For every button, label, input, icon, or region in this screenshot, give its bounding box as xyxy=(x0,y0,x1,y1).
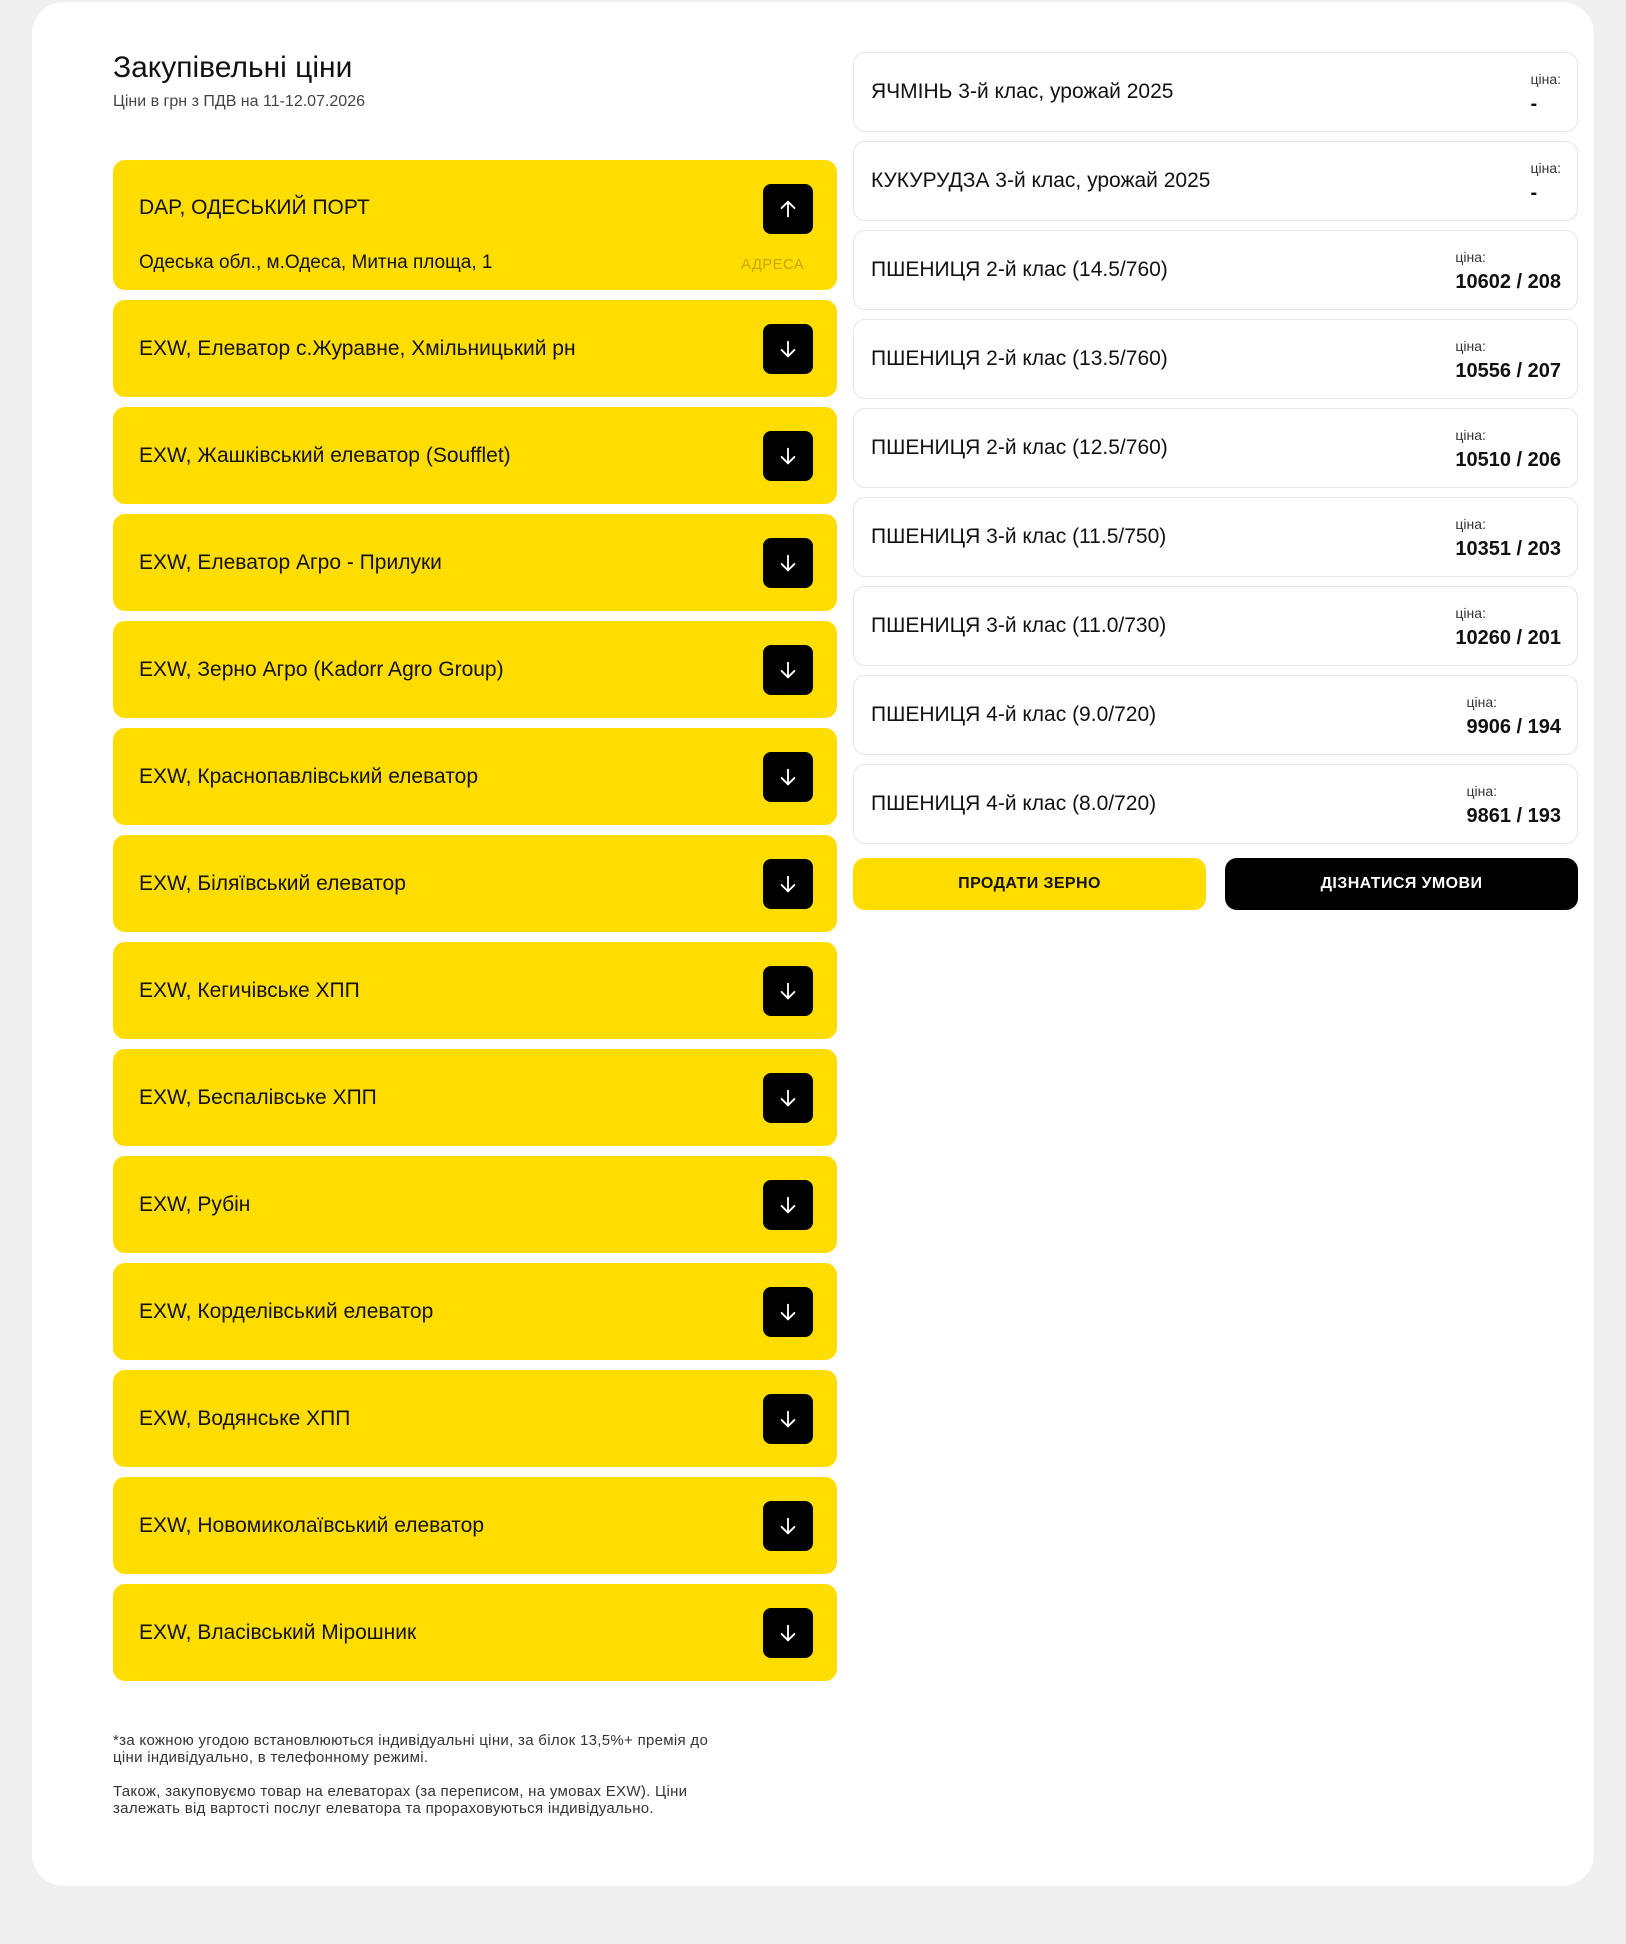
location-address: Одеська обл., м.Одеса, Митна площа, 1 xyxy=(139,252,493,273)
location-item[interactable] xyxy=(113,728,837,825)
price-value: 9906 / 194 xyxy=(1466,716,1561,738)
location-item[interactable] xyxy=(113,1370,837,1467)
grain-name: ПШЕНИЦЯ 3-й клас (11.0/730) xyxy=(871,614,1167,637)
arrow-down-icon[interactable] xyxy=(763,1073,813,1123)
location-item[interactable] xyxy=(113,1049,837,1146)
grain-name: КУКУРУДЗА 3-й клас, урожай 2025 xyxy=(871,169,1211,192)
price-box xyxy=(1530,160,1561,204)
grain-name: ПШЕНИЦЯ 4-й клас (9.0/720) xyxy=(871,703,1157,726)
footnote-individual-prices: *за кожною угодою встановлюються індивідуальні ціни, за білок 13,5%+ премія до ціни індивідуально, в телефонному режимі. xyxy=(113,1732,709,1766)
arrow-down-icon[interactable] xyxy=(763,859,813,909)
location-address-tag: АДРЕСА xyxy=(741,256,804,273)
price-label: ціна: xyxy=(1530,71,1561,87)
location-name: EXW, Водянське ХПП xyxy=(139,1406,351,1430)
location-name: DAP, ОДЕСЬКИЙ ПОРТ xyxy=(139,196,370,219)
price-value: 10602 / 208 xyxy=(1455,271,1561,293)
grain-name: ПШЕНИЦЯ 4-й клас (8.0/720) xyxy=(871,792,1157,815)
price-label: ціна: xyxy=(1455,605,1486,621)
grain-name: ПШЕНИЦЯ 2-й клас (14.5/760) xyxy=(871,258,1168,281)
price-value: - xyxy=(1530,93,1538,115)
price-row xyxy=(853,408,1578,488)
location-name: EXW, Краснопавлівський елеватор xyxy=(139,764,478,788)
price-box xyxy=(1455,605,1561,649)
price-label: ціна: xyxy=(1530,160,1561,176)
arrow-down-icon[interactable] xyxy=(763,1180,813,1230)
price-label: ціна: xyxy=(1455,249,1486,265)
price-box xyxy=(1455,516,1561,560)
arrow-down-icon[interactable] xyxy=(763,752,813,802)
price-box xyxy=(1455,427,1561,471)
price-box xyxy=(1455,338,1561,382)
location-item[interactable] xyxy=(113,1477,837,1574)
location-item[interactable] xyxy=(113,1584,837,1681)
arrow-down-icon[interactable] xyxy=(763,431,813,481)
location-name: EXW, Кегичівське ХПП xyxy=(139,978,360,1002)
arrow-down-icon[interactable] xyxy=(763,324,813,374)
price-label: ціна: xyxy=(1455,516,1486,532)
location-name: EXW, Беспалівське ХПП xyxy=(139,1085,377,1109)
location-name: EXW, Рубін xyxy=(139,1192,251,1216)
location-item[interactable] xyxy=(113,1156,837,1253)
price-label: ціна: xyxy=(1466,694,1498,710)
location-name: EXW, Елеватор Агро - Прилуки xyxy=(139,550,442,574)
price-value: 10351 / 203 xyxy=(1455,538,1561,560)
arrow-down-icon[interactable] xyxy=(763,1608,813,1658)
price-value: 10510 / 206 xyxy=(1455,449,1561,471)
right-column xyxy=(853,52,1578,910)
sell-grain-button[interactable]: ПРОДАТИ ЗЕРНО xyxy=(853,858,1206,910)
footnotes xyxy=(113,1732,713,1817)
price-label: ціна: xyxy=(1466,783,1498,799)
location-item[interactable] xyxy=(113,160,837,290)
price-row xyxy=(853,586,1578,666)
locations-list xyxy=(113,160,837,1691)
footnote-elevator-purchase: Також, закуповуємо товар на елеваторах (за переписом, на умовах EXW). Ціни залежать від вартості послуг елеватора та прораховуються індивідуально. xyxy=(113,1783,688,1817)
arrow-down-icon[interactable] xyxy=(763,1394,813,1444)
location-item[interactable] xyxy=(113,300,837,397)
arrow-down-icon[interactable] xyxy=(763,1501,813,1551)
left-column xyxy=(113,50,837,1644)
page-title: Закупівельні ціни xyxy=(113,51,353,84)
price-value: - xyxy=(1530,182,1538,204)
price-value: 10556 / 207 xyxy=(1455,360,1561,382)
price-label: ціна: xyxy=(1455,427,1486,443)
arrow-down-icon[interactable] xyxy=(763,645,813,695)
price-label: ціна: xyxy=(1455,338,1486,354)
location-item[interactable] xyxy=(113,942,837,1039)
arrow-down-icon[interactable] xyxy=(763,538,813,588)
arrow-down-icon[interactable] xyxy=(763,1287,813,1337)
location-item[interactable] xyxy=(113,1263,837,1360)
location-name: EXW, Біляївський елеватор xyxy=(139,871,406,895)
grain-name: ПШЕНИЦЯ 2-й клас (13.5/760) xyxy=(871,347,1168,370)
page-subtitle: Ціни в грн з ПДВ на 11-12.07.2026 xyxy=(113,93,365,110)
location-item[interactable] xyxy=(113,514,837,611)
price-row xyxy=(853,497,1578,577)
price-row xyxy=(853,141,1578,221)
price-value: 9861 / 193 xyxy=(1466,805,1561,827)
grain-name: ПШЕНИЦЯ 2-й клас (12.5/760) xyxy=(871,436,1168,459)
location-item[interactable] xyxy=(113,407,837,504)
location-name: EXW, Власівський Мірошник xyxy=(139,1620,417,1644)
price-box xyxy=(1455,249,1561,293)
price-value: 10260 / 201 xyxy=(1455,627,1561,649)
learn-terms-button[interactable]: ДІЗНАТИСЯ УМОВИ xyxy=(1225,858,1578,910)
arrow-down-icon[interactable] xyxy=(763,966,813,1016)
price-row xyxy=(853,52,1578,132)
location-name: EXW, Зерно Агро (Kadorr Agro Group) xyxy=(139,657,504,681)
arrow-up-icon[interactable] xyxy=(763,184,813,234)
price-box xyxy=(1466,783,1561,827)
price-row xyxy=(853,319,1578,399)
grain-name: ПШЕНИЦЯ 3-й клас (11.5/750) xyxy=(871,525,1167,548)
location-name: EXW, Корделівський елеватор xyxy=(139,1299,434,1323)
price-row xyxy=(853,675,1578,755)
action-buttons xyxy=(853,858,1578,910)
location-item[interactable] xyxy=(113,621,837,718)
price-box xyxy=(1466,694,1561,738)
location-item[interactable] xyxy=(113,835,837,932)
location-name: EXW, Елеватор с.Журавне, Хмільницький рн xyxy=(139,336,576,360)
price-list xyxy=(853,52,1578,844)
location-name: EXW, Новомиколаївський елеватор xyxy=(139,1513,485,1537)
main-card xyxy=(32,2,1594,1886)
grain-name: ЯЧМІНЬ 3-й клас, урожай 2025 xyxy=(871,80,1174,103)
price-row xyxy=(853,764,1578,844)
location-name: EXW, Жашківський елеватор (Soufflet) xyxy=(139,443,511,467)
price-row xyxy=(853,230,1578,310)
price-box xyxy=(1530,71,1561,115)
